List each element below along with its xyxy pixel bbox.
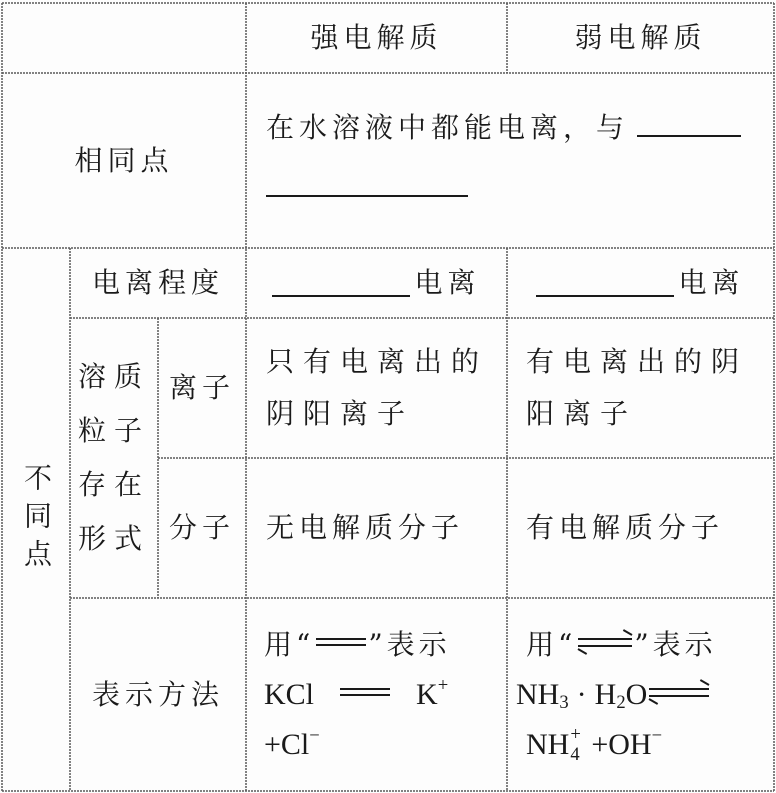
strong-second-line-charge: − — [309, 725, 320, 747]
same-point-label: 相同点 — [74, 143, 174, 177]
weak-reactant-b-tail: O — [625, 677, 648, 711]
ions-weak-cell — [526, 318, 766, 458]
strong-rep-line-1 — [264, 620, 451, 670]
ionization-degree-label: 电离程度 — [91, 266, 224, 299]
ions-strong-text: 只有电离出的阴阳离子 — [266, 345, 489, 430]
ionization-degree-strong-cell — [246, 248, 507, 318]
ions-label-cell — [158, 318, 246, 458]
same-point-line-1 — [266, 107, 741, 149]
ionization-weak-suffix: 电离 — [678, 266, 745, 299]
ions-weak-text: 有电离出的阴阳离子 — [526, 345, 749, 430]
solute-particles-label: 溶质粒子存在形式 — [78, 360, 151, 555]
header-strong — [246, 3, 507, 73]
different-point-label-cell — [2, 248, 70, 791]
molecules-strong-cell — [266, 458, 501, 598]
equals-sign-icon — [316, 636, 366, 648]
ionization-degree-weak-cell — [507, 248, 774, 318]
different-point-label: 不同点 — [20, 462, 53, 577]
representation-weak-cell — [516, 598, 772, 791]
molecules-strong-text: 无电解质分子 — [266, 511, 465, 544]
sup-sub-stack — [569, 723, 583, 765]
weak-dot: · — [576, 677, 587, 711]
weak-product-b: +OH — [591, 727, 652, 761]
ionization-degree-label-cell — [70, 248, 246, 318]
arrow-part — [578, 638, 632, 640]
same-point-label-cell — [2, 73, 246, 248]
fill-blank — [536, 269, 674, 298]
fill-blank — [637, 108, 741, 137]
strong-rep-suffix: ”表示 — [368, 627, 451, 661]
arrow-part — [578, 648, 588, 655]
strong-rep-line-2 — [264, 670, 448, 720]
ions-label: 离子 — [168, 371, 235, 404]
arrow-part — [649, 688, 709, 690]
weak-rep-prefix: 用“ — [526, 627, 577, 661]
strong-rep-prefix: 用“ — [264, 627, 315, 661]
arrow-part — [649, 698, 659, 705]
ions-strong-cell — [266, 318, 496, 458]
molecules-label-cell — [158, 458, 246, 598]
arrow-part — [649, 695, 709, 697]
representation-label: 表示方法 — [91, 677, 224, 711]
strong-formula-right-charge: + — [437, 675, 449, 697]
reversible-arrow-icon — [649, 685, 709, 699]
reversible-arrow-icon — [578, 635, 632, 649]
ionization-strong-suffix: 电离 — [414, 266, 481, 299]
arrow-part — [700, 679, 710, 686]
arrow-part — [578, 645, 632, 647]
fill-blank — [266, 168, 468, 197]
weak-product-a-sub: 4 — [570, 743, 580, 765]
representation-label-cell — [70, 598, 246, 791]
weak-reactant-b: H — [594, 677, 617, 711]
arrow-part — [623, 629, 633, 636]
strong-rep-line-3 — [264, 720, 320, 770]
weak-reactant-a-sub: 3 — [559, 692, 569, 714]
same-point-line-2 — [266, 167, 468, 209]
header-weak-label: 弱电解质 — [574, 21, 707, 54]
molecules-label: 分子 — [168, 511, 235, 544]
strong-second-line: +Cl — [264, 727, 310, 761]
weak-product-a: NH — [526, 727, 570, 761]
weak-product-a-sup: + — [570, 723, 581, 745]
molecules-weak-cell — [526, 458, 771, 598]
molecules-weak-text: 有电解质分子 — [526, 511, 725, 544]
strong-formula-right: K — [416, 677, 438, 711]
equals-sign-icon — [340, 686, 390, 698]
strong-formula-left: KCl — [264, 677, 315, 711]
header-strong-label: 强电解质 — [310, 21, 443, 54]
representation-strong-cell — [264, 598, 502, 791]
same-point-content-cell — [266, 73, 766, 248]
weak-rep-line-3 — [516, 720, 662, 770]
fill-blank — [272, 269, 410, 298]
header-weak — [507, 3, 774, 73]
weak-product-b-sup: − — [651, 725, 663, 747]
solute-particles-label-cell — [70, 318, 158, 598]
weak-rep-line-1 — [516, 620, 717, 670]
weak-reactant-b-sub: 2 — [616, 692, 626, 714]
weak-rep-line-2 — [516, 670, 711, 720]
same-point-text: 在水溶液中都能电离，与 — [266, 111, 630, 144]
weak-reactant-a: NH — [516, 677, 560, 711]
weak-rep-suffix: ”表示 — [634, 627, 717, 661]
